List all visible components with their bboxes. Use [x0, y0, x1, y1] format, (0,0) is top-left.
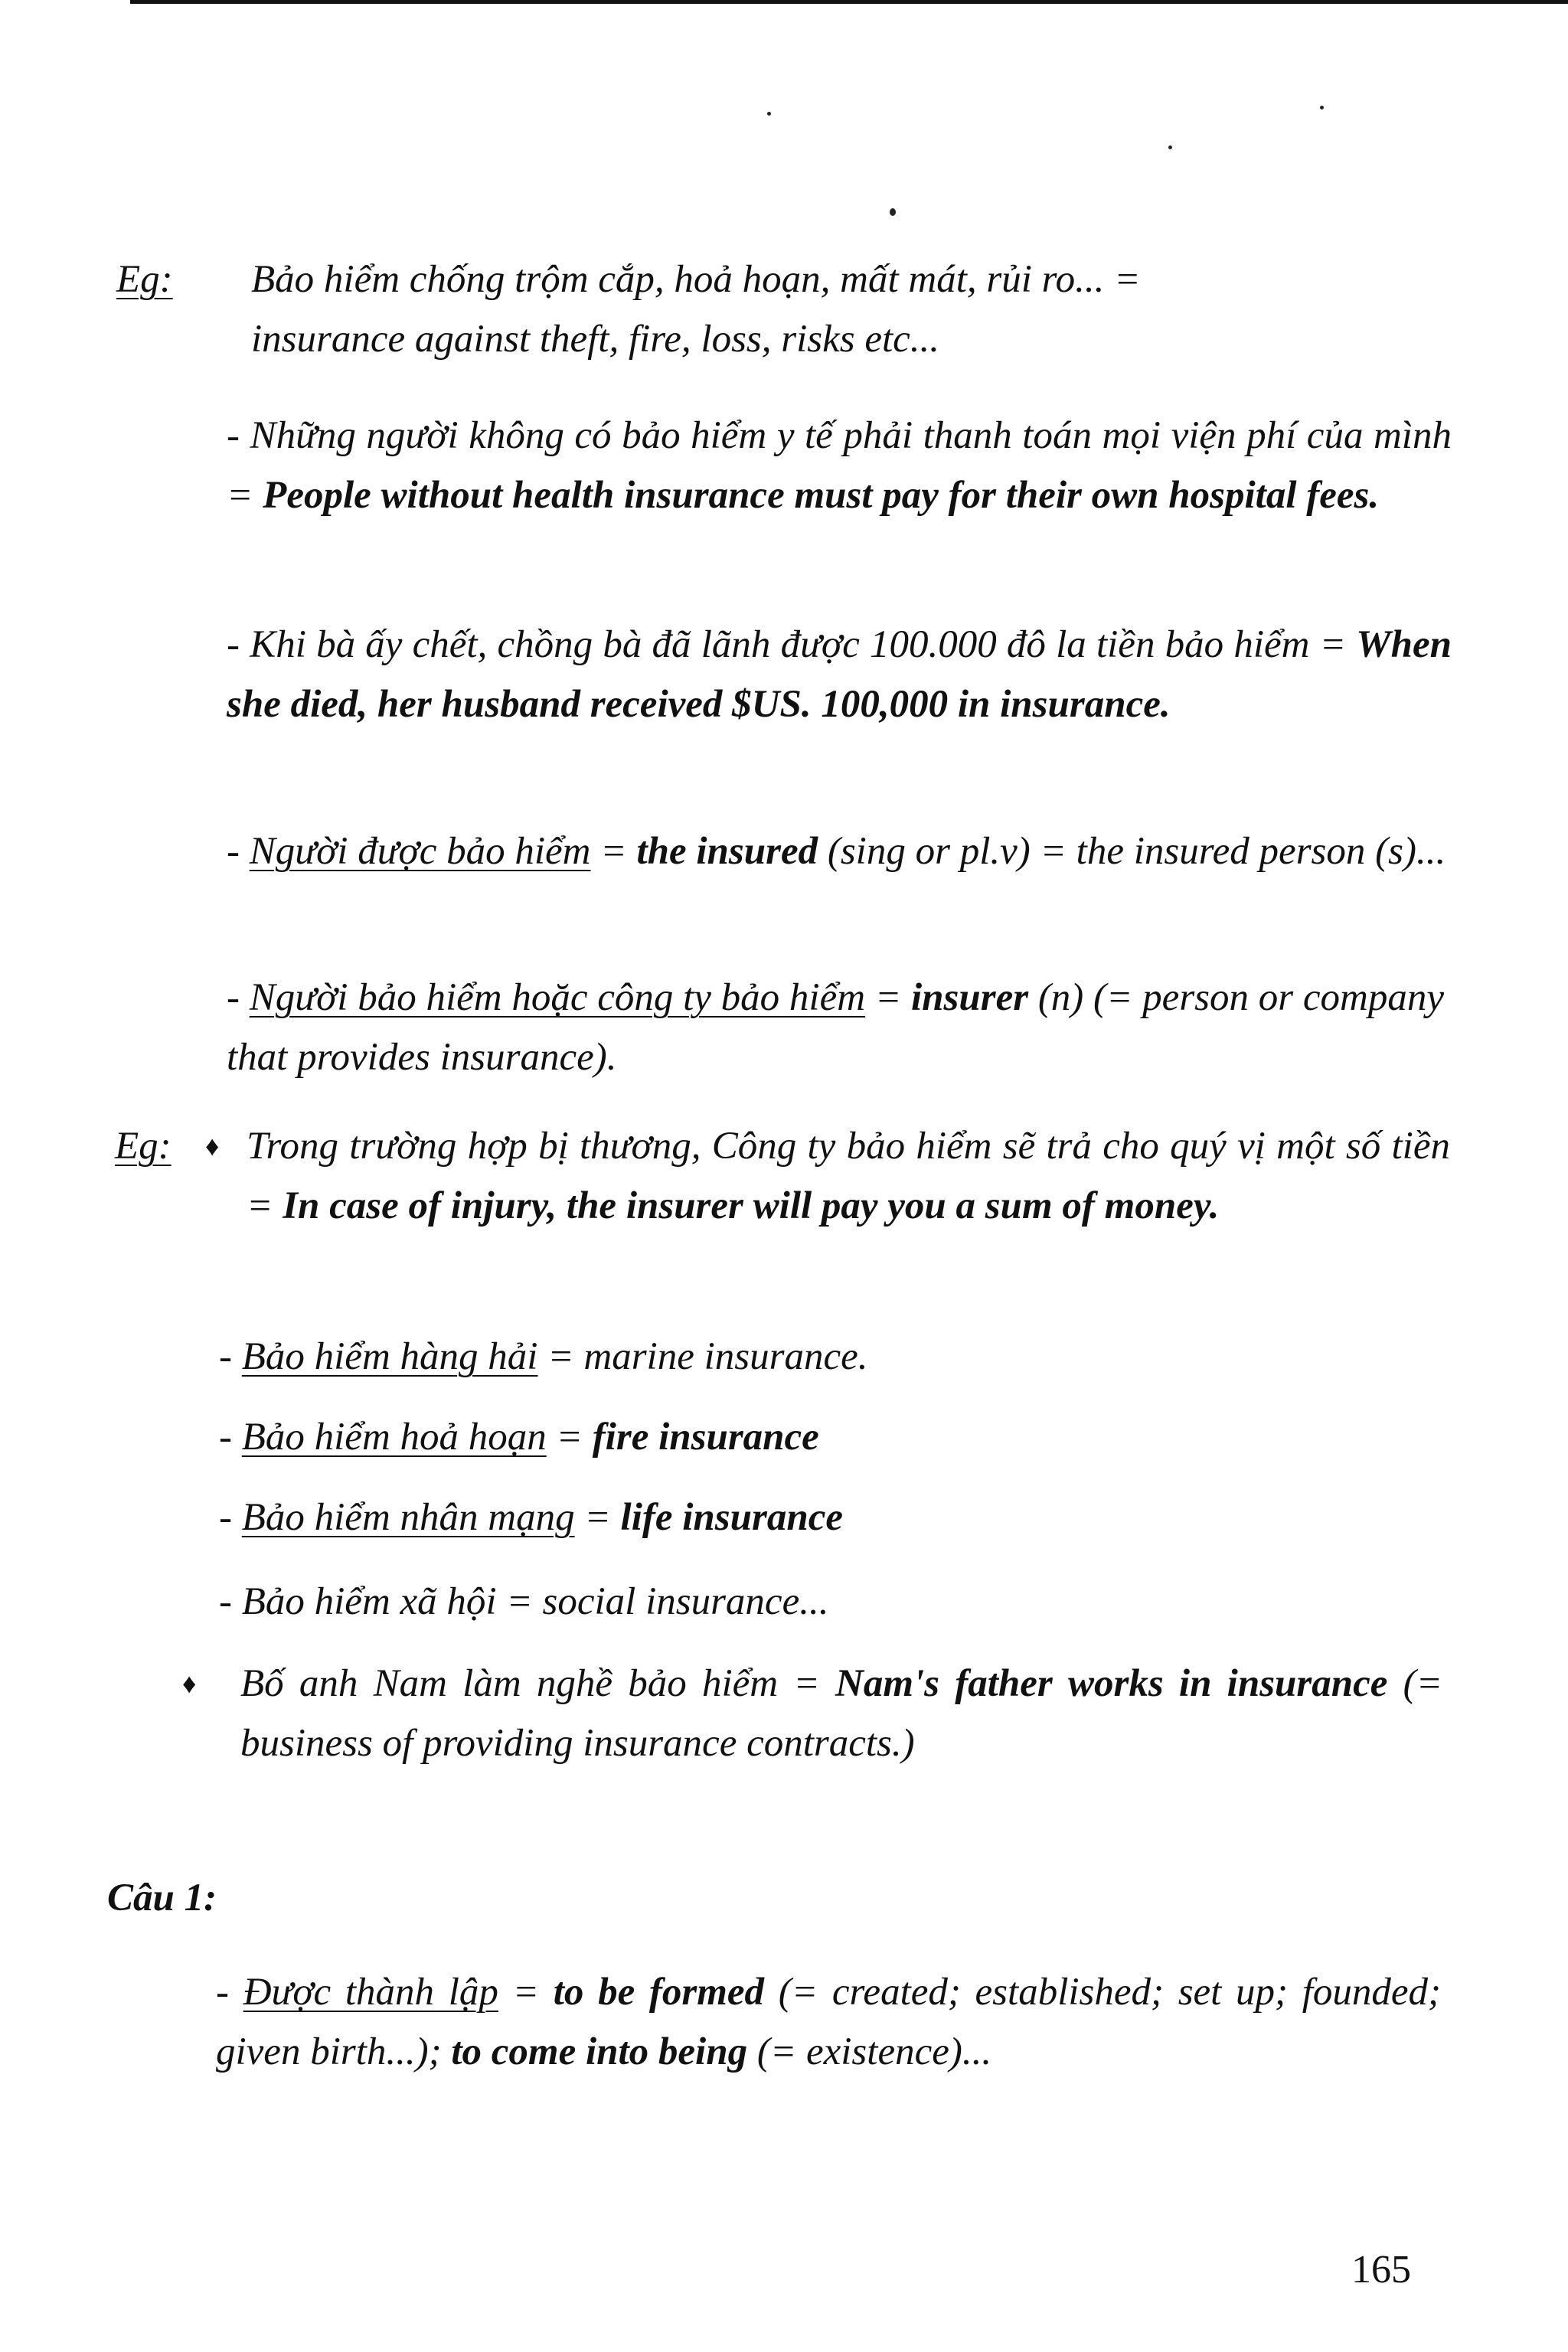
example-injury [247, 1116, 1450, 1236]
english-term: to come into being [451, 2030, 748, 2073]
vietnamese-text: Khi bà ấy chết, chồng bà đã lãnh được 100.000 đô la tiền bảo hiểm = [250, 623, 1347, 666]
vietnamese-term: Người bảo hiểm hoặc công ty bảo hiểm [249, 976, 866, 1019]
example-nams-father [240, 1654, 1442, 1773]
english-text: Nam's father works in insurance [835, 1662, 1388, 1705]
english-text: People without health insurance must pay for their own hospital fees. [263, 474, 1380, 517]
vietnamese-text: Những người không có bảo hiểm y tế phải thanh toán mọi viện phí của mình = [227, 414, 1452, 517]
vietnamese-text: Trong trường hợp bị thương, Công ty bảo hiểm sẽ trả cho quý vị một số tiền = [247, 1125, 1450, 1227]
term-life-insurance: - Bảo hiểm nhân mạng = life insurance [219, 1496, 843, 1539]
term-to-be-formed: - Được thành lập = to be formed (= created; established; set up; founded; given birth...); to come into being (= existence)... [216, 1971, 1442, 2073]
term-social-insurance: - Bảo hiểm xã hội = social insurance... [219, 1580, 829, 1623]
eg-label: Eg: [115, 1125, 172, 1168]
vietnamese-term: Bảo hiểm hoả hoạn [241, 1416, 547, 1459]
term-note: (= created; established; set up; founded; given birth...); [216, 1971, 1442, 2073]
term-note: (= existence)... [747, 2030, 992, 2073]
text-note: (= business of providing insurance contracts.) [240, 1662, 1443, 1765]
example-health-insurance: - Những người không có bảo hiểm y tế phải thanh toán mọi viện phí của mình = People without health insurance must pay for their own hospital fees. [227, 414, 1452, 517]
section-heading: Câu 1: [107, 1877, 217, 1919]
english-term: fire insurance [592, 1416, 819, 1459]
top-rule [130, 0, 1568, 4]
english-text: In case of injury, the insurer will pay you a sum of money. [283, 1184, 1220, 1227]
english-term: to be formed [553, 1971, 765, 2014]
diamond-bullet: ♦ [182, 1668, 197, 1699]
english-term: life insurance [620, 1496, 843, 1539]
page-number: 165 [1351, 2248, 1411, 2292]
vietnamese-term: Bảo hiểm hàng hải [241, 1335, 538, 1378]
english-term: the insured [636, 830, 818, 873]
term-marine-insurance: - Bảo hiểm hàng hải = marine insurance. [219, 1335, 868, 1378]
speck [767, 112, 771, 116]
vietnamese-text: Bố anh Nam làm nghề bảo hiểm = [240, 1662, 820, 1705]
vietnamese-term: Được thành lập [243, 1971, 498, 2014]
speck [1320, 106, 1324, 109]
english-text: When she died, her husband received $US. 100,000 in insurance. [227, 623, 1452, 726]
vietnamese-term: Người được bảo hiểm [249, 830, 591, 873]
term-fire-insurance: - Bảo hiểm hoả hoạn = fire insurance [219, 1416, 819, 1459]
speck [1168, 145, 1172, 149]
vietnamese-text: Bảo hiểm chống trộm cắp, hoả hoạn, mất mát, rủi ro... = [251, 258, 1141, 301]
term-insurer: - Người bảo hiểm hoặc công ty bảo hiểm = insurer (n) (= person or company that provides insurance). [227, 976, 1444, 1079]
example-husband-received: - Khi bà ấy chết, chồng bà đã lãnh được 100.000 đô la tiền bảo hiểm = When she died, her husband received $US. 100,000 in insurance. [227, 623, 1452, 726]
vietnamese-term: Bảo hiểm nhân mạng [241, 1496, 575, 1539]
english-text: insurance against theft, fire, loss, risks etc... [251, 318, 940, 361]
term-note: (n) (= person or company that provides insurance). [227, 976, 1444, 1079]
eg-label: Eg: [116, 258, 173, 301]
example-theft-fire [251, 250, 1453, 369]
diamond-bullet: ♦ [205, 1131, 220, 1161]
term-the-insured: - Người được bảo hiểm = the insured (sing or pl.v) = the insured person (s)... [227, 830, 1446, 873]
english-term: insurer [910, 976, 1029, 1019]
speck [890, 208, 896, 216]
term-note: (sing or pl.v) = the insured person (s)... [818, 830, 1446, 873]
